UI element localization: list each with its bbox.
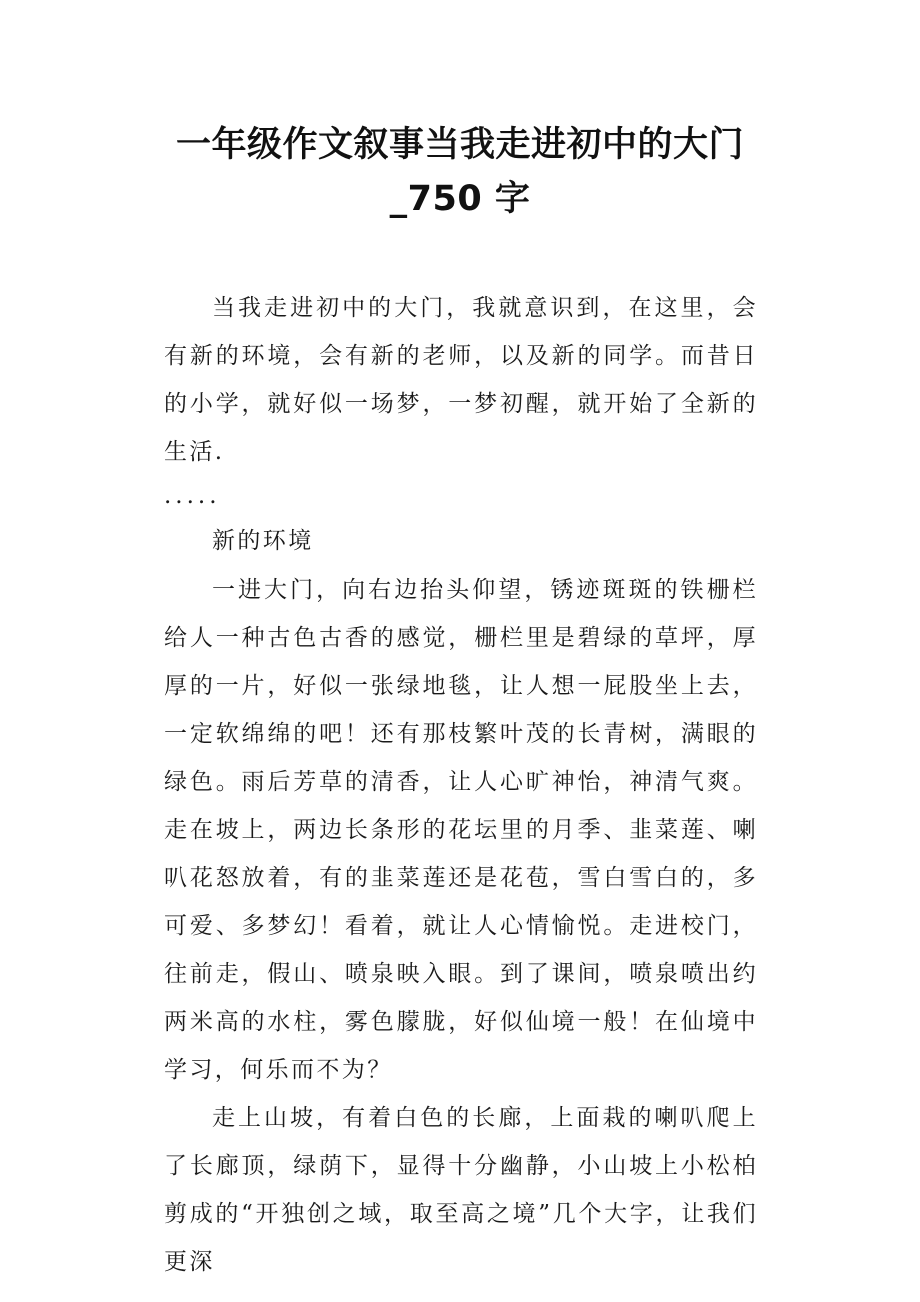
document-title <box>150 118 770 226</box>
title-line-1: 一年级作文叙事当我走进初中的大门 <box>175 125 744 165</box>
paragraph-intro: 当我走进初中的大门，我就意识到，在这里，会有新的环境，会有新的老师，以及新的同学。而昔日的小学，就好似一场梦，一梦初醒，就开始了全新的生活. <box>164 295 758 465</box>
paragraph-hillside: 走上山坡，有着白色的长廊，上面栽的喇叭爬上了长廊顶，绿荫下，显得十分幽静，小山坡上小松柏剪成的“开独创之域，取至高之境”几个大字，让我们更深 <box>164 1105 758 1275</box>
paragraph-ellipsis: ..... <box>164 483 221 509</box>
section-heading: 新的环境 <box>212 528 314 554</box>
title-line-2: _750 字 <box>389 179 531 219</box>
document-body <box>164 284 758 1286</box>
paragraph-environment: 一进大门，向右边抬头仰望，锈迹斑斑的铁栅栏给人一种古色古香的感觉，栅栏里是碧绿的草坪，厚厚的一片，好似一张绿地毯，让人想一屁股坐上去，一定软绵绵的吧！还有那枝繁叶茂的长青树，满眼的绿色。雨后芳草的清香，让人心旷神怡，神清气爽。走在坡上，两边长条形的花坛里的月季、韭菜莲、喇叭花怒放着，有的韭菜莲还是花苞，雪白雪白的，多可爱、多梦幻！看着，就让人心情愉悦。走进校门，往前走，假山、喷泉映入眼。到了课间，喷泉喷出约两米高的水柱，雾色朦胧，好似仙境一般！在仙境中学习，何乐而不为？ <box>164 577 758 1083</box>
